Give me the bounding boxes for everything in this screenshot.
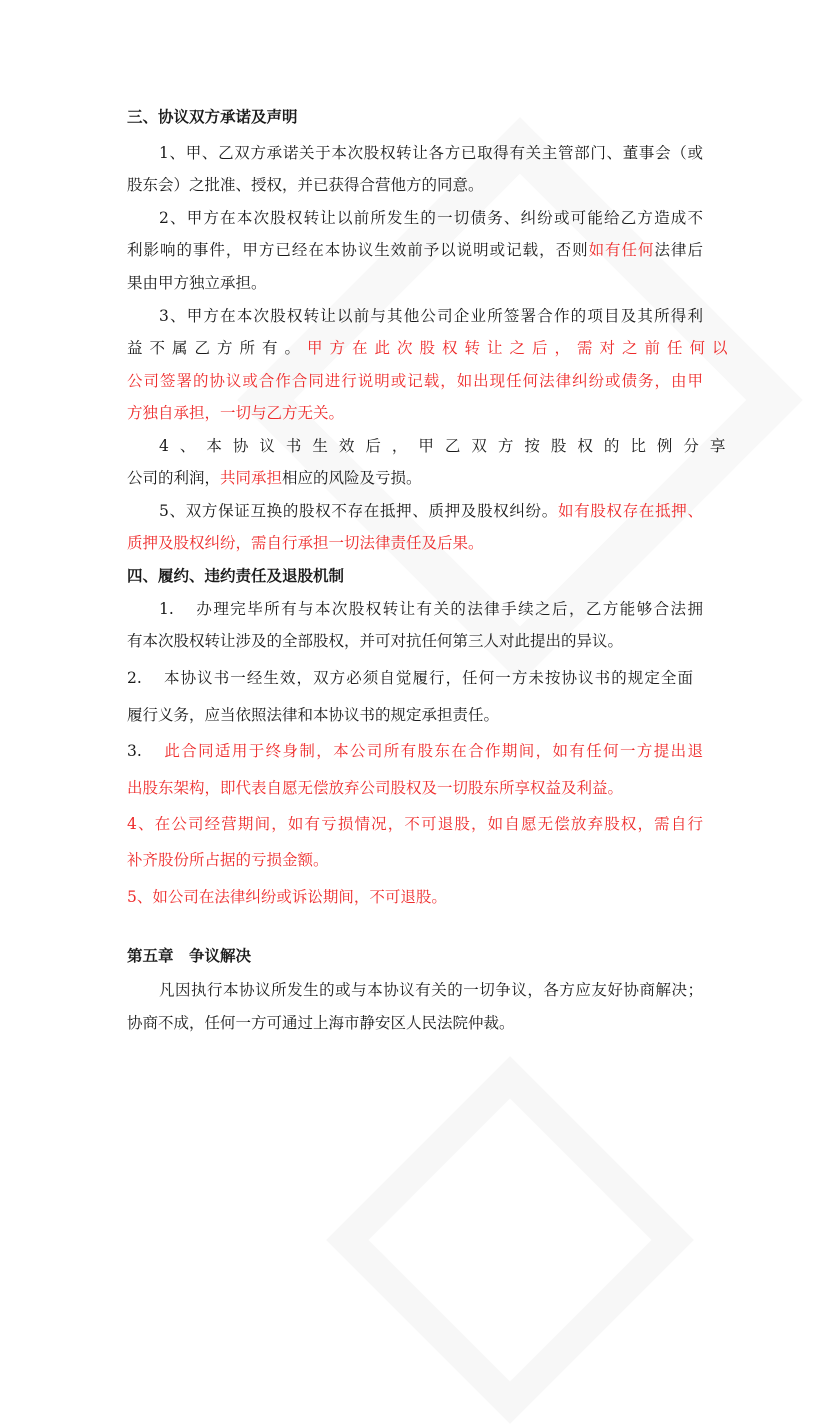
chapter-5-heading: 第五章 争议解决 xyxy=(127,946,252,965)
ch5-line2: 协商不成，任何一方可通过上海市静安区人民法院仲裁。 xyxy=(127,1014,515,1032)
s3-item3-line4: 方独自承担，一切与乙方无关。 xyxy=(127,404,345,422)
watermark-bottom xyxy=(326,1056,694,1424)
item-number: 3. xyxy=(127,742,142,760)
s4-item3-line2: 出股东架构，即代表自愿无偿放弃公司股权及一切股东所享权益及利益。 xyxy=(127,779,624,797)
s3-item2-line3: 果由甲方独立承担。 xyxy=(127,274,267,292)
s3-item2-line1: 2、甲方在本次股权转让以前所发生的一切债务、纠纷或可能给乙方造成不 xyxy=(159,209,703,227)
s4-item2-line2: 履行义务，应当依照法律和本协议书的规定承担责任。 xyxy=(127,706,500,724)
s4-item2-line1: 2. 本协议书一经生效，双方必须自觉履行，任何一方未按协议书的规定全面 xyxy=(127,669,693,687)
item-number: 1. xyxy=(159,600,174,618)
s3-item4-line2: 公司的利润，共同承担相应的风险及亏损。 xyxy=(127,469,422,487)
section-3-heading: 三、协议双方承诺及声明 xyxy=(127,107,298,126)
s4-item5-line1: 5、如公司在法律纠纷或诉讼期间，不可退股。 xyxy=(127,888,447,906)
ch5-line1: 凡因执行本协议所发生的或与本协议有关的一切争议，各方应友好协商解决； xyxy=(159,981,703,999)
highlight-text: 共同承担 xyxy=(220,469,283,487)
s4-item3-line1: 3. 此合同适用于终身制，本公司所有股东在合作期间，如有任何一方提出退 xyxy=(127,742,703,760)
s3-item4-line1: 4、本协议书生效后，甲乙双方按股权的比例分享 xyxy=(159,437,737,455)
s4-item1-line2: 有本次股权转让涉及的全部股权，并可对抗任何第三人对此提出的异议。 xyxy=(127,632,624,650)
highlight-text: 如有任何 xyxy=(588,241,655,259)
s3-item3-line2: 益不属乙方所有。甲方在此次股权转让之后，需对之前任何以 xyxy=(127,339,735,357)
s4-item4-line1: 4、在公司经营期间，如有亏损情况，不可退股，如自愿无偿放弃股权，需自行 xyxy=(127,815,703,833)
item-number: 5、 xyxy=(127,888,153,906)
section-4-heading: 四、履约、违约责任及退股机制 xyxy=(127,566,345,585)
s3-item1-line2: 股东会）之批准、授权，并已获得合营他方的同意。 xyxy=(127,176,484,194)
s4-item1-line1: 1. 办理完毕所有与本次股权转让有关的法律手续之后，乙方能够合法拥 xyxy=(159,600,703,618)
s3-item3-line1: 3、甲方在本次股权转让以前与其他公司企业所签署合作的项目及其所得利 xyxy=(159,307,703,325)
s3-item5-line2: 质押及股权纠纷，需自行承担一切法律责任及后果。 xyxy=(127,534,484,552)
s3-item5-line1: 5、双方保证互换的股权不存在抵押、质押及股权纠纷。如有股权存在抵押、 xyxy=(159,502,703,520)
s3-item3-line3: 公司签署的协议或合作合同进行说明或记载，如出现任何法律纠纷或债务，由甲 xyxy=(127,372,703,390)
watermark xyxy=(237,117,803,683)
s4-item4-line2: 补齐股份所占据的亏损金额。 xyxy=(127,851,329,869)
highlight-text: 如有股权存在抵押、 xyxy=(558,502,703,520)
item-number: 4、 xyxy=(127,815,155,833)
highlight-text: 甲方在此次股权转让之后，需对之前任何以 xyxy=(307,339,735,357)
s3-item1-line1: 1、甲、乙双方承诺关于本次股权转让各方已取得有关主管部门、董事会（或 xyxy=(159,144,703,162)
item-number: 2. xyxy=(127,669,142,687)
s3-item2-line2: 利影响的事件，甲方已经在本协议生效前予以说明或记载，否则如有任何法律后 xyxy=(127,241,703,259)
